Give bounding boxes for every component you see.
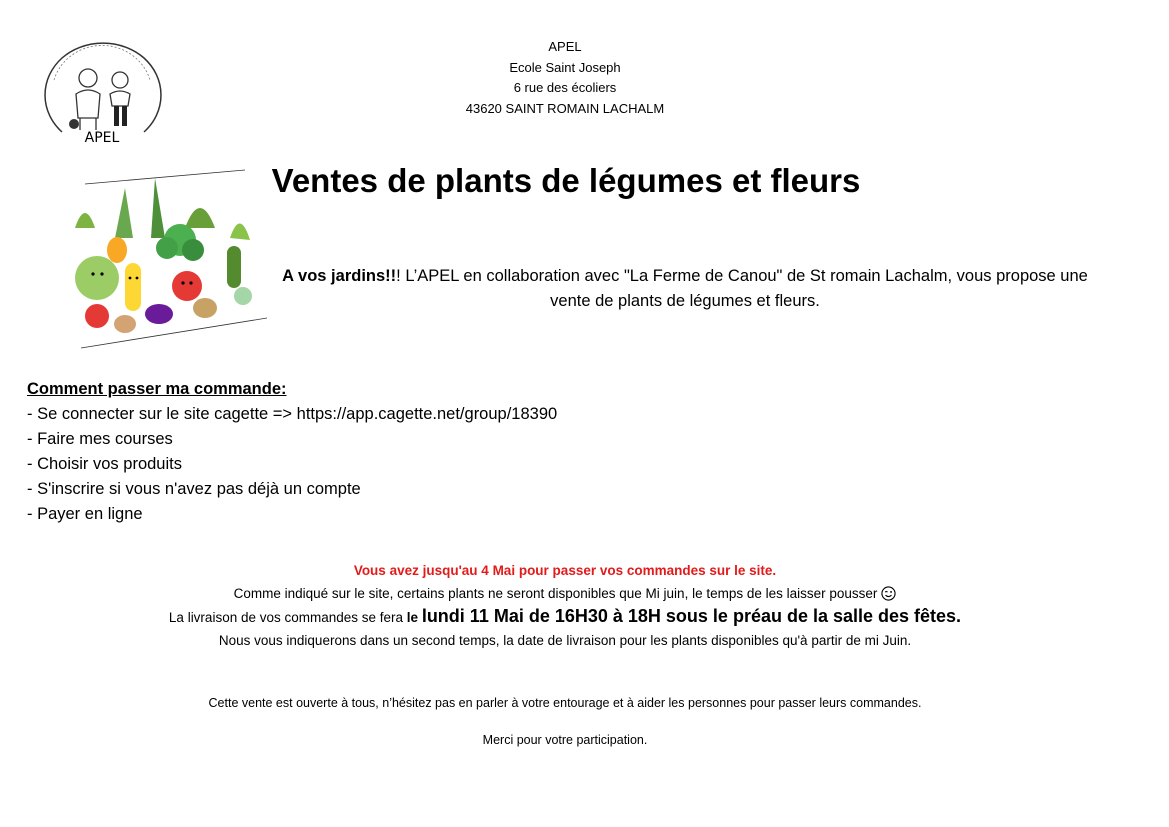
address-street: 6 rue des écoliers xyxy=(513,80,617,95)
intro-paragraph xyxy=(270,264,1100,314)
delivery-le: le xyxy=(406,610,422,625)
winking-smiley-icon xyxy=(881,586,896,601)
second-delivery-line: Nous vous indiquerons dans un second temps, la date de livraison pour les plants disponibles qu'à partir de mi Juin. xyxy=(218,633,912,648)
delivery-line xyxy=(80,605,1050,629)
intro-text: ! L’APEL en collaboration avec "La Ferme de Canou" de St romain Lachalm, vous propose une vente de plants de légumes et fleurs. xyxy=(396,267,1088,310)
address-city: 43620 SAINT ROMAIN LACHALM xyxy=(465,100,665,116)
delivery-date: lundi 11 Mai de 16H30 à 18H sous le préau de la salle des fêtes. xyxy=(421,606,962,626)
footer-thanks: Merci pour votre participation. xyxy=(482,733,648,747)
order-steps xyxy=(27,377,727,527)
notes-block xyxy=(80,560,1050,652)
step-item: - Payer en ligne xyxy=(27,505,143,523)
step-item: - Faire mes courses xyxy=(27,430,173,448)
availability-line xyxy=(80,582,1050,605)
address-school: Ecole Saint Joseph xyxy=(509,59,621,75)
delivery-prefix: La livraison de vos commandes se fera xyxy=(168,610,407,625)
apel-logo xyxy=(40,40,164,148)
logo-label: APEL xyxy=(84,130,120,146)
address-block xyxy=(400,37,730,119)
intro-bold: A vos jardins!! xyxy=(282,267,397,285)
steps-heading: Comment passer ma commande: xyxy=(27,380,287,398)
step-item: - Choisir vos produits xyxy=(27,455,182,473)
address-org: APEL xyxy=(548,39,582,54)
deadline-notice: Vous avez jusqu'au 4 Mai pour passer vos commandes sur le site. xyxy=(353,563,777,578)
step-item: - S'inscrire si vous n'avez pas déjà un compte xyxy=(27,480,361,498)
step-item: - Se connecter sur le site cagette => https://app.cagette.net/group/18390 xyxy=(27,405,558,423)
footer-open-sale: Cette vente est ouverte à tous, n’hésitez pas en parler à votre entourage et à aider les personnes pour passer leurs commandes. xyxy=(208,696,922,710)
availability-text: Comme indiqué sur le site, certains plants ne seront disponibles que Mi juin, le temps de les laisser pousser xyxy=(233,586,878,601)
page-title: Ventes de plants de légumes et fleurs xyxy=(271,162,861,199)
